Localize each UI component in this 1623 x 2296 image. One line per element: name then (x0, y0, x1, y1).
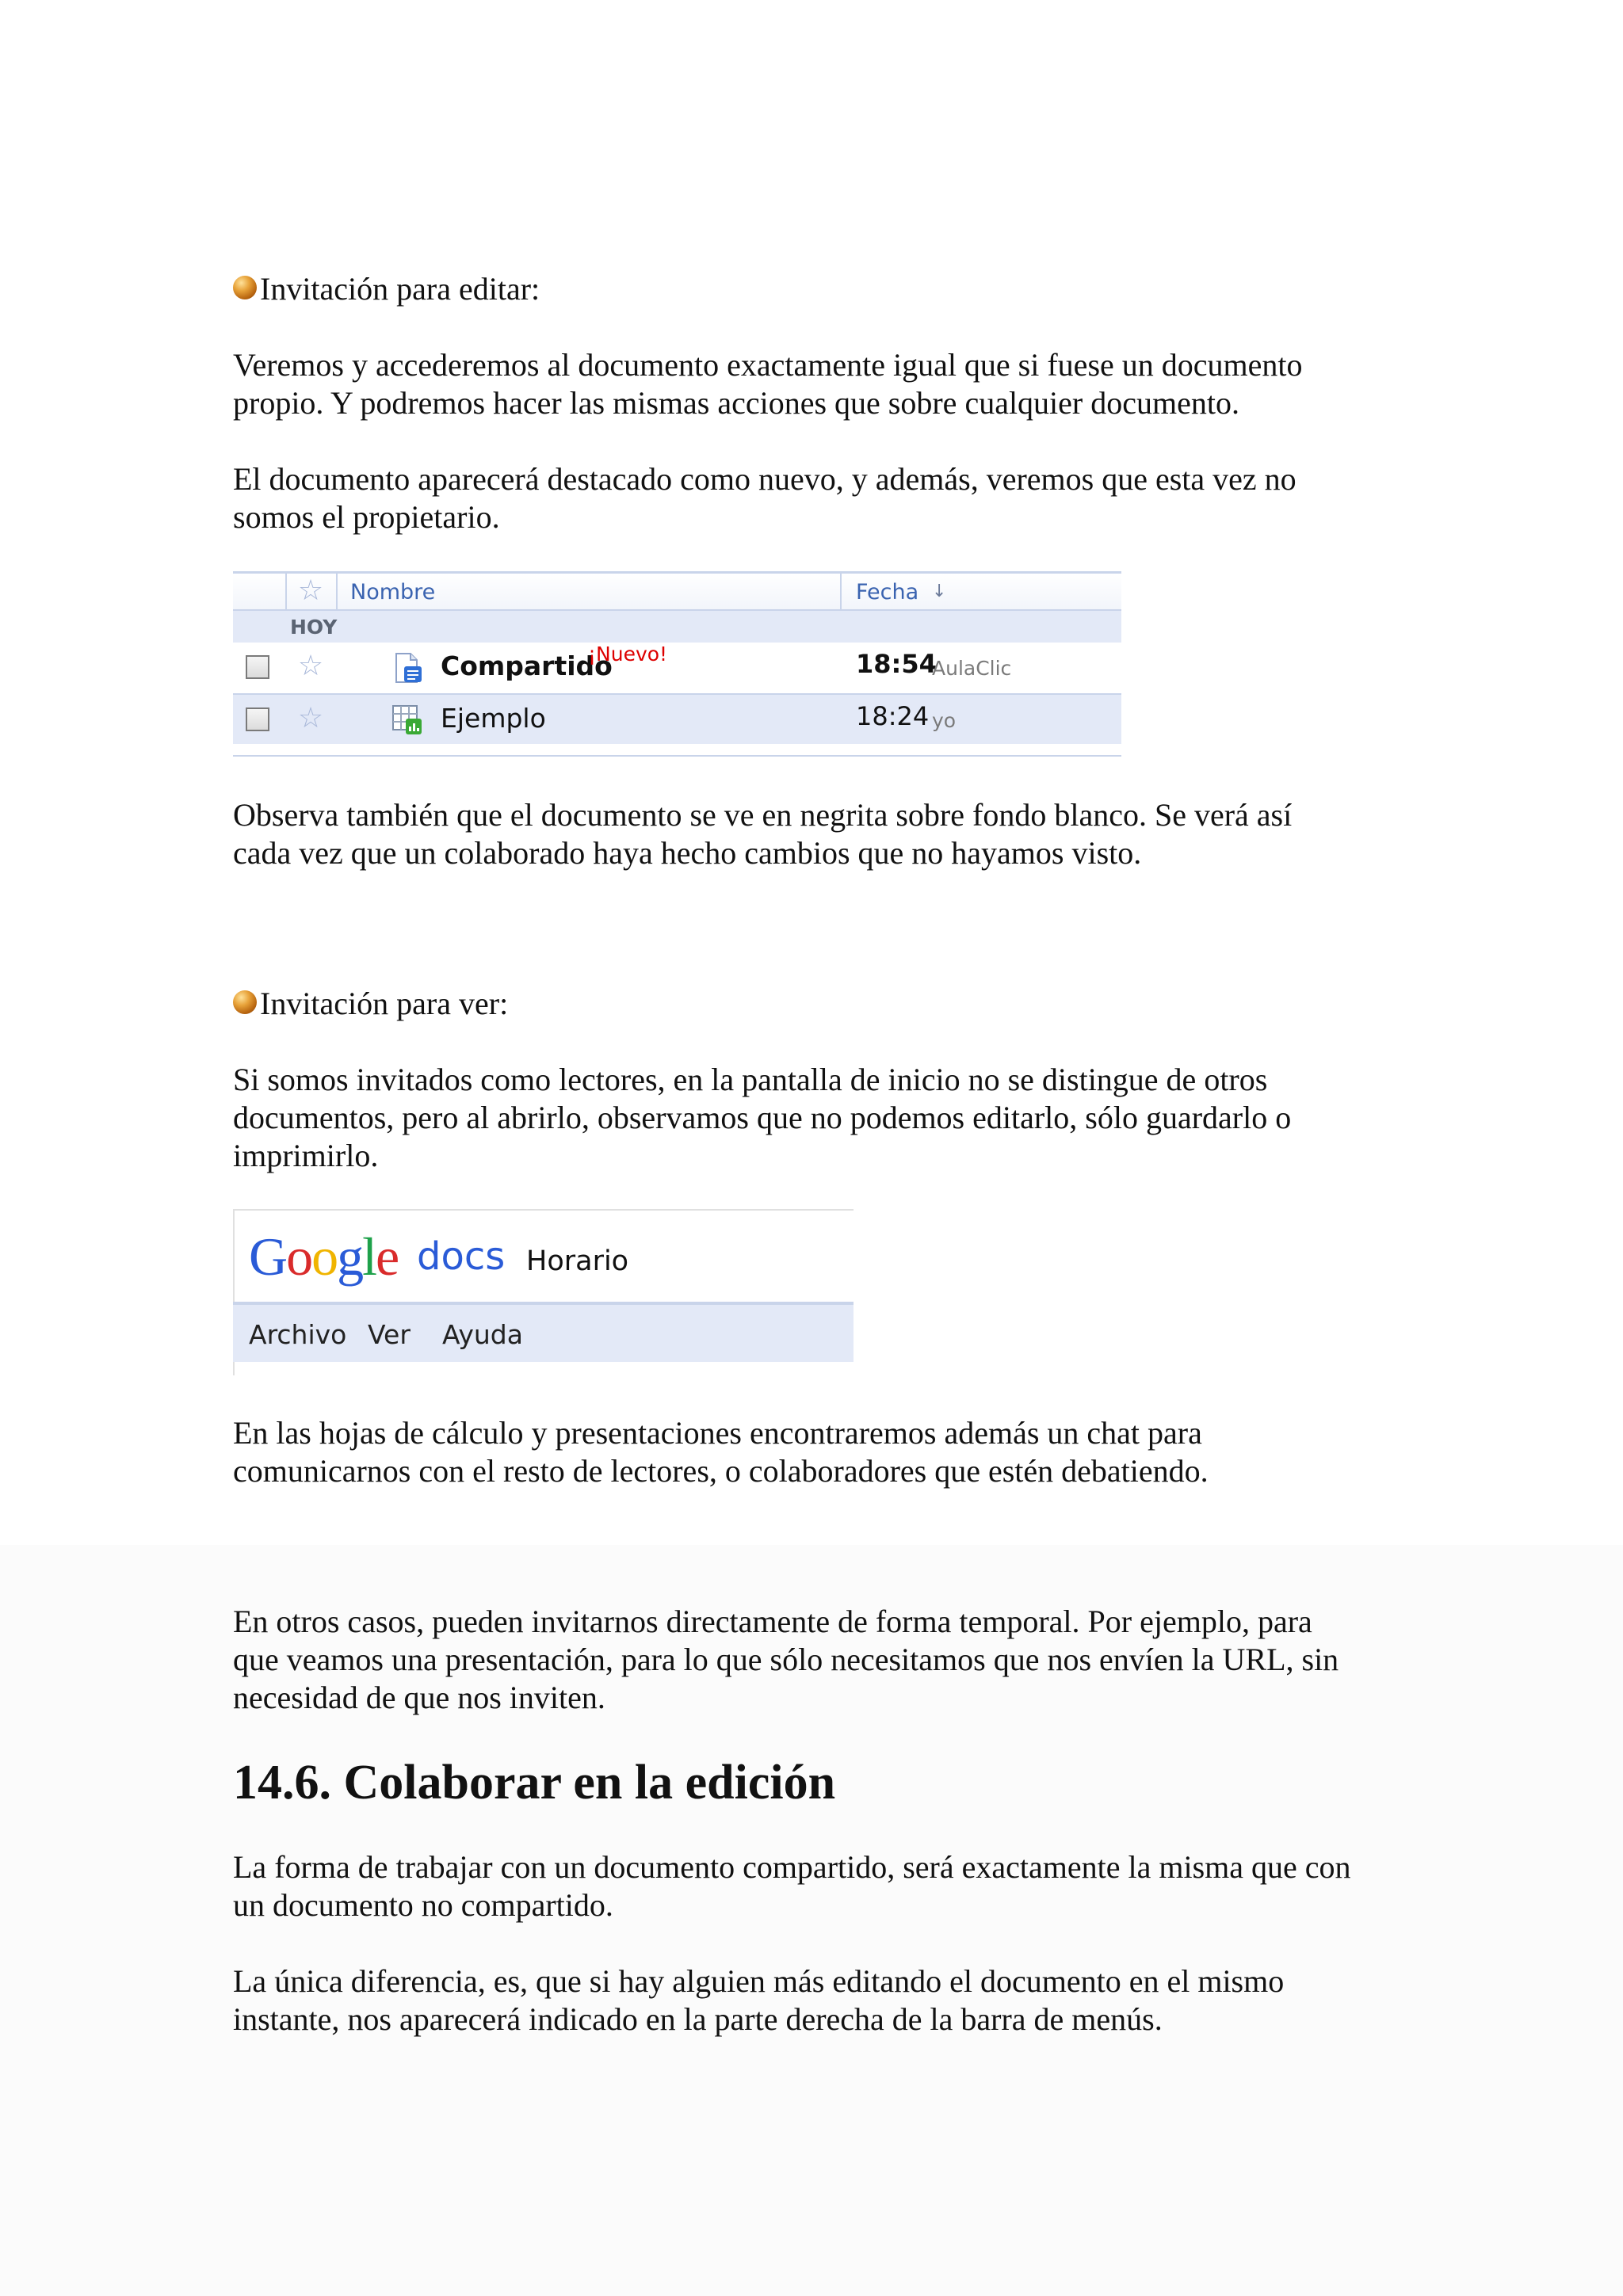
logo-letter: G (249, 1226, 287, 1287)
bullet-icon (233, 276, 257, 299)
logo-letter: o (286, 1226, 312, 1287)
docs-title-bar (233, 1209, 854, 1302)
chat-paragraph (233, 1414, 1398, 1490)
row-checkbox[interactable] (246, 707, 269, 731)
document-name-link[interactable]: Compartido (441, 650, 613, 681)
document-time: 18:54 (856, 649, 937, 679)
other-cases-paragraph (233, 1603, 1398, 1717)
text-line: cada vez que un colaborado haya hecho cambios que no hayamos visto. (233, 835, 1142, 871)
text-line: La única diferencia, es, que si hay alguien más editando el documento en el mismo (233, 1963, 1285, 1999)
text-line: En otros casos, pueden invitarnos directamente de forma temporal. Por ejemplo, para (233, 1604, 1312, 1639)
document-icon (391, 652, 423, 684)
view-heading-text: Invitación para ver: (260, 986, 509, 1021)
edit-paragraph-2 (233, 460, 1398, 536)
menu-ver[interactable]: Ver (368, 1319, 411, 1350)
document-owner: AulaClic (932, 657, 1012, 680)
column-name-header[interactable]: Nombre (350, 580, 436, 605)
logo-letter: o (311, 1226, 338, 1287)
logo-letter: g (337, 1226, 363, 1287)
docs-product-label: docs (417, 1234, 506, 1279)
row-checkbox[interactable] (246, 655, 269, 679)
text-line: Veremos y accederemos al documento exactamente igual que si fuese un documento (233, 347, 1303, 383)
edit-paragraph-1 (233, 346, 1398, 422)
text-line: La forma de trabajar con un documento compartido, será exactamente la misma que con (233, 1849, 1351, 1885)
text-line: somos el propietario. (233, 499, 500, 535)
star-icon[interactable]: ☆ (297, 702, 324, 734)
menu-ayuda[interactable]: Ayuda (442, 1319, 523, 1350)
logo-letter: e (376, 1226, 399, 1287)
group-label: HOY (290, 616, 338, 639)
menu-bar (233, 1302, 854, 1362)
list-row-compartido[interactable] (233, 643, 1121, 693)
section-heading: 14.6. Colaborar en la edición (233, 1756, 836, 1810)
text-line: instante, nos aparecerá indicado en la parte derecha de la barra de menús. (233, 2001, 1163, 2037)
group-today (233, 611, 1121, 643)
column-date-header[interactable]: Fecha (856, 580, 919, 605)
text-line: imprimirlo. (233, 1138, 379, 1173)
view-invitation-heading (233, 985, 1398, 1023)
text-line: necesidad de que nos inviten. (233, 1680, 605, 1715)
document-name-link[interactable]: Ejemplo (441, 703, 546, 734)
spreadsheet-icon (391, 704, 423, 736)
edit-invitation-heading (233, 270, 1398, 308)
star-icon[interactable]: ☆ (297, 650, 324, 682)
edit-heading-text: Invitación para editar: (260, 271, 540, 307)
text-line: que veamos una presentación, para lo que sólo necesitamos que nos envíen la URL, sin (233, 1642, 1339, 1677)
text-line: un documento no compartido. (233, 1887, 613, 1923)
logo-letter: l (362, 1226, 376, 1287)
list-header (233, 571, 1121, 611)
text-line: comunicarnos con el resto de lectores, o colaboradores que estén debatiendo. (233, 1453, 1209, 1489)
text-line: documentos, pero al abrirlo, observamos que no podemos editarlo, sólo guardarlo o (233, 1100, 1292, 1135)
view-paragraph (233, 1061, 1398, 1175)
google-logo[interactable] (249, 1226, 398, 1287)
list-row-ejemplo[interactable] (233, 693, 1121, 744)
docs-list-screenshot (233, 571, 1121, 757)
text-line: Si somos invitados como lectores, en la pantalla de inicio no se distingue de otros (233, 1062, 1268, 1097)
document-time: 18:24 (856, 701, 930, 731)
column-divider (840, 574, 842, 610)
sort-arrow-icon[interactable]: ↓ (932, 582, 947, 601)
star-header-icon[interactable]: ☆ (297, 574, 324, 607)
document-owner: yo (932, 709, 957, 732)
observe-paragraph (233, 796, 1398, 872)
text-line: En las hojas de cálculo y presentaciones encontraremos además un chat para (233, 1415, 1202, 1451)
text-line: propio. Y podremos hacer las mismas acciones que sobre cualquier documento. (233, 385, 1239, 421)
new-badge: ¡Nuevo! (588, 643, 668, 666)
document-title[interactable]: Horario (526, 1245, 629, 1277)
menu-archivo[interactable]: Archivo (249, 1319, 347, 1350)
bullet-icon (233, 990, 257, 1014)
text-line: El documento aparecerá destacado como nuevo, y además, veremos que esta vez no (233, 461, 1296, 497)
frame-edge (233, 1362, 235, 1375)
collab-paragraph-1 (233, 1848, 1398, 1924)
collab-paragraph-2 (233, 1962, 1398, 2039)
column-divider (285, 574, 287, 610)
text-line: Observa también que el documento se ve en negrita sobre fondo blanco. Se verá así (233, 797, 1293, 833)
docs-header-screenshot (233, 1209, 854, 1375)
column-divider (336, 574, 338, 610)
